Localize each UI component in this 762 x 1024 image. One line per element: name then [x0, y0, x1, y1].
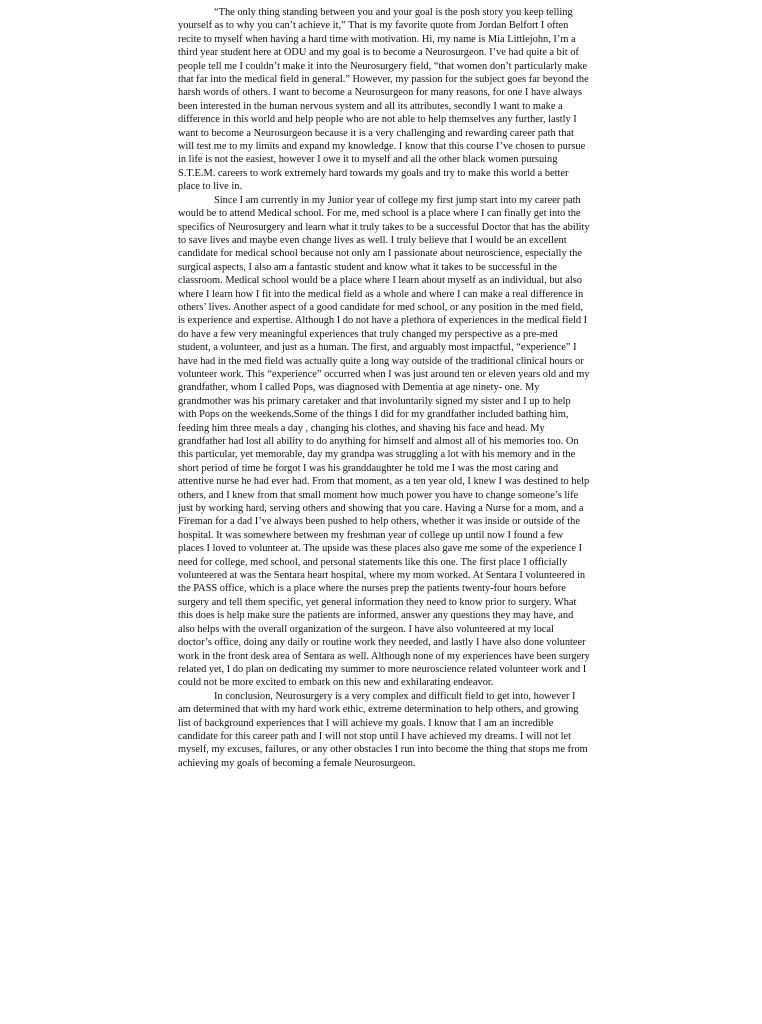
essay-page: [178, 6, 590, 770]
essay-paragraph-conclusion: In conclusion, Neurosurgery is a very complex and difficult field to get into, however I am determined that with my hard work ethic, extreme determination to help others, and growing list of background experiences that I will achieve my goals. I know that I am an incredible candidate for this career path and I will not stop until I have achieved my dreams. I will not let myself, my excuses, failures, or any other obstacles I run into become the thing that stops me from achieving my goals of becoming a female Neurosurgeon.: [178, 690, 588, 769]
essay-paragraph-experience: Since I am currently in my Junior year of college my first jump start into my career path would be to attend Medical school. For me, med school is a place where I can finally get into the specifics of Neurosurgery and learn what it truly takes to be a successful Doctor that has the ability to save lives and maybe even change lives as well. I truly believe that I would be an excellent candidate for medical school because not only am I passionate about neuroscience, especially the surgical aspects, I also am a fantastic student and know what it takes to be successful in the classroom. Medical school would be a place where I learn about myself as an individual, but also where I learn how I fit into the medical field as a whole and where I can make a real difference in others’ lives. Another aspect of a good candidate for med school, or any position in the med field, is experience and expertise. Although I do not have a plethora of experiences in the medical field I do have a few very meaningful experiences that truly changed my perspective as a pre-med student, a volunteer, and just as a human. The first, and arguably most impactful, “experience” I have had in the med field was actually quite a long way outside of the traditional clinical hours or volunteer work. This “experience” occurred when I was just around ten or eleven years old and my grandfather, whom I called Pops, was diagnosed with Dementia at age ninety- one. My grandmother was his primary caretaker and that involuntarily signed my sister and I up to help with Pops on the weekends.Some of the things I did for my grandfather included bathing him, feeding him three meals a day , changing his clothes, and shaving his face and head. My grandfather had lost all ability to do anything for himself and almost all of his memories too. On this particular, yet memorable, day my grandpa was struggling a lot with his memory and in the short period of time he forgot I was his granddaughter he told me I was the most caring and attentive nurse he had ever had. From that moment, as a ten year old, I knew I was destined to help others, and I knew from that small moment how much power you have to change someone’s life just by working hard, serving others and showing that you care. Having a Nurse for a mom, and a Fireman for a dad I’ve always been pushed to help others, whether it was inside or outside of the hospital. It was somewhere between my freshman year of college up until now I found a few places I loved to volunteer at. The upside was these places also gave me some of the experience I need for college, med school, and personal statements like this one. The first place I officially volunteered at was the Sentara heart hospital, where my mom worked. At Sentara I volunteered in the PASS office, which is a place where the nurses prep the patients twenty-four hours before surgery and tell them specific, yet general information they need to know prior to surgery. What this does is help make sure the patients are informed, answer any questions they may have, and also helps with the overall organization of the surgeon. I have also volunteered at my local doctor’s office, doing any daily or routine work they needed, and lastly I have also done volunteer work in the front desk area of Sentara as well. Although none of my experiences have been surgery related yet, I do plan on dedicating my summer to more neuroscience related volunteer work and I could not be more excited to embark on this new and exhilarating endeavor.: [178, 194, 590, 689]
essay-paragraph-intro: “The only thing standing between you and your goal is the posh story you keep telling yourself as to why you can’t achieve it,” That is my favorite quote from Jordan Belfort I often recite to myself when having a hard time with motivation. Hi, my name is Mia Littlejohn, I’m a third year student here at ODU and my goal is to become a Neurosurgeon. I’ve had quite a bit of people tell me I couldn’t make it into the Neurosurgery field, “that women don’t particularly make that far into the medical field in general.” However, my passion for the subject goes far beyond the harsh words of others. I want to become a Neurosurgeon for many reasons, for one I have always been interested in the human nervous system and all its attributes, secondly I want to make a difference in this world and help people who are not able to help themselves any further, lastly I want to become a Neurosurgeon because it is a very challenging and rewarding career path that will test me to my limits and expand my knowledge. I know that this course I’ve chosen to pursue in life is not the easiest, however I owe it to myself and all the other black women pursuing S.T.E.M. careers to work extremely hard towards my goals and try to make this world a better place to live in.: [178, 7, 589, 193]
